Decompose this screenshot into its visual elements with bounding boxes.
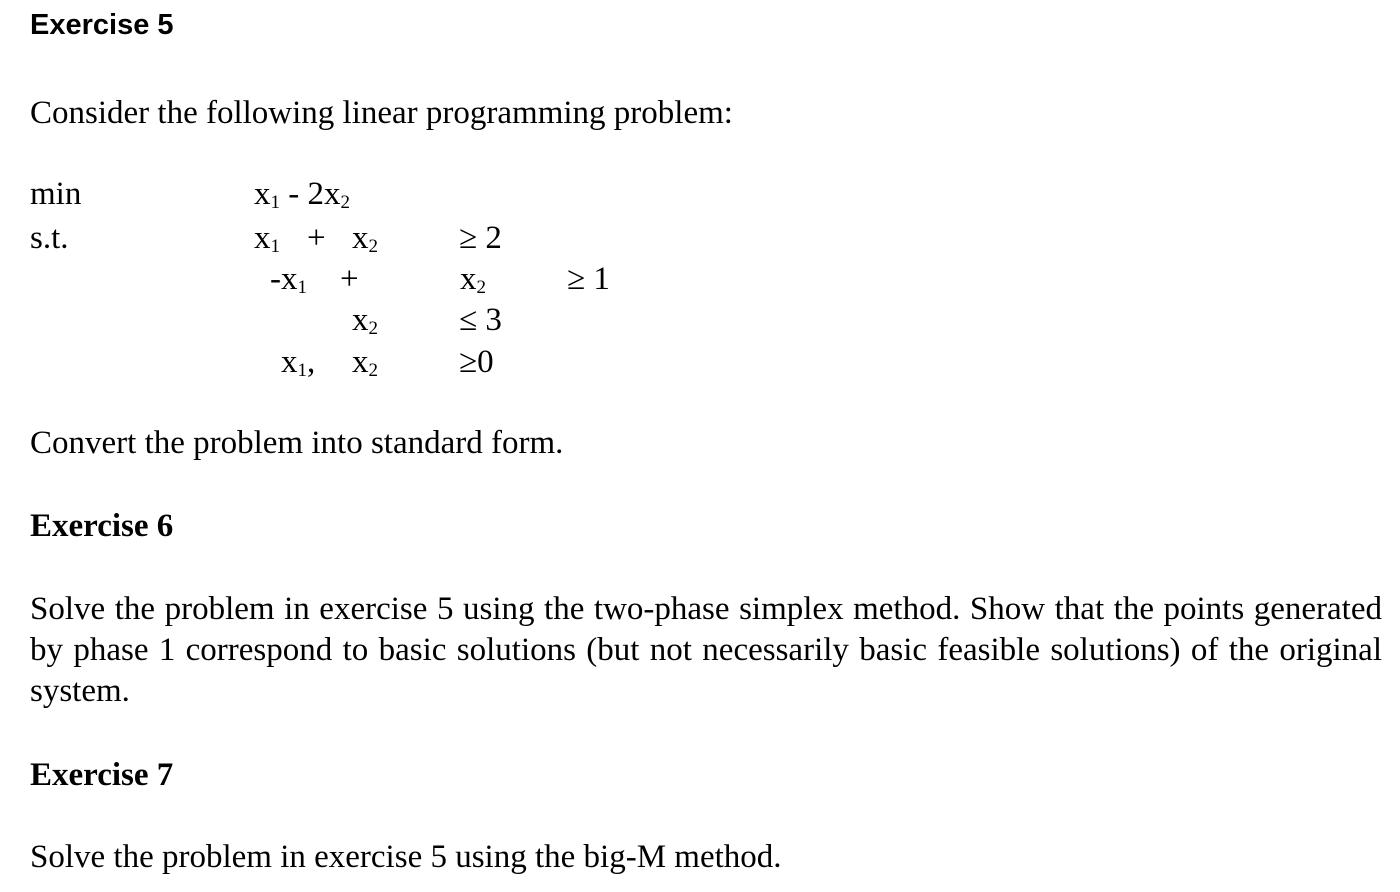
c2-x1: -x1: [270, 261, 307, 299]
exercise-7-heading: Exercise 7: [30, 757, 174, 793]
c3-relation: ≤ 3: [459, 302, 502, 338]
st-label: s.t.: [30, 220, 69, 256]
c4-x1: x1,: [281, 344, 316, 382]
c1-x2: x2: [352, 220, 378, 258]
exercise-6-heading: Exercise 6: [30, 508, 174, 544]
exercise-5-task: Convert the problem into standard form.: [30, 425, 564, 461]
objective-function: x1 - 2x2: [254, 176, 350, 214]
exercise-6-text: Solve the problem in exercise 5 using the two-phase simplex method. Show that the points generated by phase 1 correspond to basic solutions (but not necessarily basic feasible solutions) of the original system.: [30, 591, 1382, 709]
c1-relation: ≥ 2: [459, 220, 502, 256]
c1-x1: x1: [254, 220, 280, 258]
c1-plus: +: [307, 220, 326, 256]
min-label: min: [30, 176, 82, 212]
exercise-7-text: Solve the problem in exercise 5 using the big-M method.: [30, 839, 782, 875]
c2-x2: x2: [460, 261, 486, 299]
c4-x2: x2: [352, 344, 378, 382]
c4-relation: ≥0: [459, 344, 494, 380]
c2-plus: +: [340, 261, 359, 297]
exercise-5-intro: Consider the following linear programming problem:: [30, 95, 733, 131]
c3-x2: x2: [352, 302, 378, 340]
exercise-5-heading: Exercise 5: [30, 9, 174, 41]
c2-relation: ≥ 1: [567, 261, 610, 297]
